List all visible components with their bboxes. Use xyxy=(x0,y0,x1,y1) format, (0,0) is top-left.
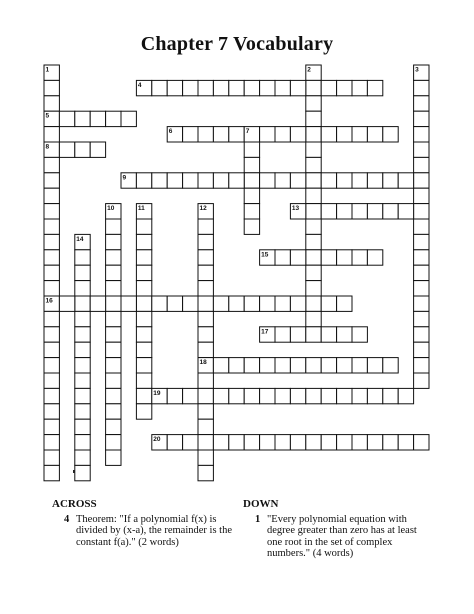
cell-number-label: 5 xyxy=(45,112,50,120)
crossword-cell[interactable] xyxy=(306,435,321,450)
crossword-cell[interactable] xyxy=(367,173,382,188)
crossword-cell[interactable] xyxy=(75,388,90,403)
crossword-cell[interactable] xyxy=(106,358,121,373)
crossword-cell[interactable] xyxy=(414,80,429,95)
crossword-cell[interactable] xyxy=(44,234,59,249)
crossword-cell[interactable] xyxy=(306,188,321,203)
crossword-cell[interactable] xyxy=(167,435,182,450)
crossword-cell[interactable] xyxy=(290,296,305,311)
crossword-cell[interactable] xyxy=(44,219,59,234)
crossword-cell[interactable] xyxy=(106,388,121,403)
crossword-cell[interactable] xyxy=(306,204,321,219)
crossword-cell[interactable] xyxy=(244,204,259,219)
crossword-cell[interactable] xyxy=(59,142,74,157)
crossword-cell[interactable] xyxy=(229,127,244,142)
crossword-cell[interactable] xyxy=(306,281,321,296)
crossword-cell[interactable] xyxy=(260,358,275,373)
crossword-cell[interactable] xyxy=(367,435,382,450)
crossword-cell[interactable] xyxy=(106,234,121,249)
crossword-cell[interactable] xyxy=(321,250,336,265)
crossword-cell[interactable] xyxy=(229,358,244,373)
crossword-cell[interactable] xyxy=(337,127,352,142)
crossword-cell[interactable] xyxy=(198,127,213,142)
crossword-cell[interactable] xyxy=(306,250,321,265)
crossword-cell[interactable] xyxy=(198,281,213,296)
crossword-cell[interactable] xyxy=(213,296,228,311)
crossword-cell[interactable] xyxy=(367,127,382,142)
crossword-cell[interactable] xyxy=(136,281,151,296)
crossword-cell[interactable] xyxy=(321,127,336,142)
crossword-cell[interactable] xyxy=(383,173,398,188)
crossword-cell[interactable] xyxy=(198,234,213,249)
across-clue-item xyxy=(52,514,237,549)
crossword-cell[interactable] xyxy=(75,250,90,265)
crossword-cell[interactable] xyxy=(352,250,367,265)
crossword-cell[interactable] xyxy=(75,373,90,388)
crossword-cell[interactable] xyxy=(337,296,352,311)
crossword-cell[interactable] xyxy=(352,173,367,188)
crossword-cell[interactable] xyxy=(198,80,213,95)
crossword-cell[interactable] xyxy=(414,250,429,265)
crossword-cell[interactable] xyxy=(383,204,398,219)
cell-number-label: 16 xyxy=(45,297,53,305)
crossword-cell[interactable] xyxy=(321,173,336,188)
crossword-cell[interactable] xyxy=(244,388,259,403)
crossword-cell[interactable] xyxy=(275,127,290,142)
crossword-cell[interactable] xyxy=(414,265,429,280)
crossword-cell[interactable] xyxy=(75,265,90,280)
crossword-cell[interactable] xyxy=(136,219,151,234)
down-clue-item xyxy=(243,514,428,560)
crossword-cell[interactable] xyxy=(306,219,321,234)
crossword-cell[interactable] xyxy=(106,419,121,434)
cell-number-label: 10 xyxy=(107,205,115,213)
crossword-cell[interactable] xyxy=(383,127,398,142)
crossword-cell[interactable] xyxy=(183,435,198,450)
crossword-cell[interactable] xyxy=(44,404,59,419)
crossword-cell[interactable] xyxy=(44,96,59,111)
crossword-cell[interactable] xyxy=(198,173,213,188)
crossword-cell[interactable] xyxy=(306,80,321,95)
crossword-cell[interactable] xyxy=(198,296,213,311)
crossword-cell[interactable] xyxy=(213,80,228,95)
crossword-cell[interactable] xyxy=(136,311,151,326)
crossword-cell[interactable] xyxy=(198,435,213,450)
crossword-cell[interactable] xyxy=(121,111,136,126)
crossword-cell[interactable] xyxy=(213,358,228,373)
cell-number-label: 3 xyxy=(415,66,419,74)
crossword-cell[interactable] xyxy=(290,127,305,142)
crossword-cell[interactable] xyxy=(136,265,151,280)
cell-number-label: 8 xyxy=(45,143,50,151)
crossword-cell[interactable] xyxy=(198,311,213,326)
crossword-cell[interactable] xyxy=(44,419,59,434)
crossword-cell[interactable] xyxy=(398,204,413,219)
crossword-cell[interactable] xyxy=(106,265,121,280)
crossword-cell[interactable] xyxy=(75,358,90,373)
crossword-cell[interactable] xyxy=(90,142,105,157)
crossword-cell[interactable] xyxy=(260,80,275,95)
crossword-cell[interactable] xyxy=(75,311,90,326)
crossword-cell[interactable] xyxy=(44,281,59,296)
crossword-cell[interactable] xyxy=(75,142,90,157)
crossword-cell[interactable] xyxy=(213,173,228,188)
crossword-cell[interactable] xyxy=(244,358,259,373)
crossword-cell[interactable] xyxy=(44,188,59,203)
across-heading: ACROSS xyxy=(52,498,97,510)
crossword-cell[interactable] xyxy=(337,327,352,342)
crossword-cell[interactable] xyxy=(198,342,213,357)
crossword-cell[interactable] xyxy=(44,450,59,465)
crossword-cell[interactable] xyxy=(275,250,290,265)
crossword-cell[interactable] xyxy=(183,127,198,142)
crossword-cell[interactable] xyxy=(136,173,151,188)
crossword-cell[interactable] xyxy=(136,296,151,311)
crossword-cell[interactable] xyxy=(44,435,59,450)
cell-number-label: 1 xyxy=(45,66,50,74)
crossword-cell[interactable] xyxy=(90,111,105,126)
crossword-cell[interactable] xyxy=(44,127,59,142)
crossword-cell[interactable] xyxy=(136,388,151,403)
crossword-cell[interactable] xyxy=(198,265,213,280)
crossword-cell[interactable] xyxy=(337,388,352,403)
crossword-cell[interactable] xyxy=(198,450,213,465)
crossword-cell[interactable] xyxy=(167,80,182,95)
crossword-cell[interactable] xyxy=(106,296,121,311)
crossword-cell[interactable] xyxy=(75,435,90,450)
crossword-cell[interactable] xyxy=(367,358,382,373)
crossword-cell[interactable] xyxy=(106,373,121,388)
crossword-cell[interactable] xyxy=(414,281,429,296)
crossword-cell[interactable] xyxy=(136,373,151,388)
crossword-cell[interactable] xyxy=(244,157,259,172)
cell-number-label: 15 xyxy=(261,251,269,259)
crossword-cell[interactable] xyxy=(136,250,151,265)
crossword-cell[interactable] xyxy=(44,342,59,357)
crossword-cell[interactable] xyxy=(321,204,336,219)
crossword-cell[interactable] xyxy=(321,435,336,450)
crossword-cell[interactable] xyxy=(244,188,259,203)
page-title: Chapter 7 Vocabulary xyxy=(140,33,334,55)
crossword-cell[interactable] xyxy=(352,204,367,219)
crossword-cell[interactable] xyxy=(367,204,382,219)
cell-number-label: 19 xyxy=(153,389,161,397)
crossword-cell[interactable] xyxy=(414,96,429,111)
crossword-cell[interactable] xyxy=(337,435,352,450)
crossword-cell[interactable] xyxy=(414,219,429,234)
crossword-cell[interactable] xyxy=(244,296,259,311)
crossword-cell[interactable] xyxy=(290,173,305,188)
crossword-cell[interactable] xyxy=(260,435,275,450)
crossword-cell[interactable] xyxy=(306,127,321,142)
cell-number-label: 7 xyxy=(245,128,250,136)
crossword-cell[interactable] xyxy=(75,419,90,434)
crossword-cell[interactable] xyxy=(275,327,290,342)
crossword-cell[interactable] xyxy=(44,358,59,373)
crossword-cell[interactable] xyxy=(414,342,429,357)
crossword-cell[interactable] xyxy=(136,327,151,342)
crossword-cell[interactable] xyxy=(75,281,90,296)
crossword-cell[interactable] xyxy=(414,157,429,172)
crossword-cell[interactable] xyxy=(167,173,182,188)
down-heading: DOWN xyxy=(243,498,279,510)
down-clues xyxy=(243,499,428,560)
crossword-cell[interactable] xyxy=(44,80,59,95)
crossword-cell[interactable] xyxy=(44,465,59,480)
crossword-cell[interactable] xyxy=(398,388,413,403)
crossword-cell[interactable] xyxy=(75,111,90,126)
crossword-cell[interactable] xyxy=(275,435,290,450)
crossword-cell[interactable] xyxy=(59,296,74,311)
crossword-cell[interactable] xyxy=(198,327,213,342)
crossword-cell[interactable] xyxy=(275,388,290,403)
crossword-cell[interactable] xyxy=(44,204,59,219)
crossword-cell[interactable] xyxy=(167,296,182,311)
crossword-cell[interactable] xyxy=(352,327,367,342)
crossword-cell[interactable] xyxy=(106,219,121,234)
crossword-cell[interactable] xyxy=(106,435,121,450)
crossword-cell[interactable] xyxy=(275,80,290,95)
crossword-cell[interactable] xyxy=(183,80,198,95)
crossword-cell[interactable] xyxy=(414,435,429,450)
cell-number-label: 20 xyxy=(153,436,161,444)
crossword-cell[interactable] xyxy=(306,234,321,249)
crossword-cell[interactable] xyxy=(352,127,367,142)
crossword-cell[interactable] xyxy=(75,404,90,419)
crossword-cell[interactable] xyxy=(44,327,59,342)
crossword-cell[interactable] xyxy=(106,311,121,326)
crossword-cell[interactable] xyxy=(152,80,167,95)
crossword-cell[interactable] xyxy=(244,219,259,234)
crossword-cell[interactable] xyxy=(44,157,59,172)
crossword-cell[interactable] xyxy=(414,373,429,388)
crossword-cell[interactable] xyxy=(244,173,259,188)
cell-number-label: 13 xyxy=(291,205,300,213)
crossword-cell[interactable] xyxy=(260,173,275,188)
crossword-cell[interactable] xyxy=(383,388,398,403)
crossword-cell[interactable] xyxy=(244,80,259,95)
crossword-cell[interactable] xyxy=(414,188,429,203)
crossword-cell[interactable] xyxy=(367,250,382,265)
crossword-cell[interactable] xyxy=(44,173,59,188)
crossword-cell[interactable] xyxy=(290,435,305,450)
crossword-cell[interactable] xyxy=(106,342,121,357)
crossword-cell[interactable] xyxy=(414,358,429,373)
crossword-cell[interactable] xyxy=(337,358,352,373)
crossword-cell[interactable] xyxy=(337,250,352,265)
crossword-cell[interactable] xyxy=(367,388,382,403)
crossword-cell[interactable] xyxy=(75,450,90,465)
crossword-cell[interactable] xyxy=(121,296,136,311)
crossword-cell[interactable] xyxy=(213,127,228,142)
crossword-cell[interactable] xyxy=(136,234,151,249)
crossword-cell[interactable] xyxy=(198,465,213,480)
crossword-cell[interactable] xyxy=(414,327,429,342)
crossword-cell[interactable] xyxy=(306,142,321,157)
crossword-cell[interactable] xyxy=(213,388,228,403)
cell-number-label: 6 xyxy=(168,128,173,136)
crossword-cell[interactable] xyxy=(306,388,321,403)
crossword-cell[interactable] xyxy=(260,388,275,403)
crossword-cell[interactable] xyxy=(183,296,198,311)
clue-text: Theorem: "If a polynomial f(x) is divided by (x-a), the remainder is the constant f(a)." (2 words) xyxy=(76,513,232,548)
cell-number-label: 9 xyxy=(122,174,127,182)
crossword-cell[interactable] xyxy=(352,358,367,373)
clue-text: "Every polynomial equation with degree greater than zero has at least one root in the set of complex numbers." (4 words) xyxy=(267,513,417,559)
crossword-cell[interactable] xyxy=(229,388,244,403)
clue-number: 4 xyxy=(64,513,70,525)
crossword-cell[interactable] xyxy=(152,173,167,188)
crossword-cell[interactable] xyxy=(414,311,429,326)
crossword-cell[interactable] xyxy=(229,296,244,311)
cell-number-label: 4 xyxy=(137,81,142,89)
crossword-cell[interactable] xyxy=(44,250,59,265)
crossword-cell[interactable] xyxy=(414,204,429,219)
crossword-cell[interactable] xyxy=(398,435,413,450)
crossword-cell[interactable] xyxy=(229,173,244,188)
crossword-cell[interactable] xyxy=(306,296,321,311)
crossword-cell[interactable] xyxy=(136,342,151,357)
crossword-cell[interactable] xyxy=(106,450,121,465)
cell-number-label: 11 xyxy=(137,205,145,213)
crossword-cell[interactable] xyxy=(183,173,198,188)
crossword-cell[interactable] xyxy=(183,388,198,403)
crossword-cell[interactable] xyxy=(352,80,367,95)
crossword-cell[interactable] xyxy=(306,96,321,111)
crossword-cell[interactable] xyxy=(414,234,429,249)
crossword-cell[interactable] xyxy=(152,296,167,311)
crossword-cell[interactable] xyxy=(136,404,151,419)
crossword-cell[interactable] xyxy=(198,404,213,419)
crossword-cell[interactable] xyxy=(352,388,367,403)
crossword-cell[interactable] xyxy=(321,296,336,311)
crossword-cell[interactable] xyxy=(106,327,121,342)
crossword-cell[interactable] xyxy=(167,388,182,403)
crossword-cell[interactable] xyxy=(75,296,90,311)
crossword-cell[interactable] xyxy=(106,111,121,126)
crossword-cell[interactable] xyxy=(290,80,305,95)
crossword-cell[interactable] xyxy=(290,388,305,403)
crossword-cell[interactable] xyxy=(198,373,213,388)
crossword-cell[interactable] xyxy=(414,127,429,142)
crossword-cell[interactable] xyxy=(321,80,336,95)
crossword-cell[interactable] xyxy=(321,358,336,373)
crossword-cell[interactable] xyxy=(337,204,352,219)
crossword-cell[interactable] xyxy=(337,173,352,188)
crossword-cell[interactable] xyxy=(44,373,59,388)
crossword-cell[interactable] xyxy=(321,388,336,403)
crossword-cell[interactable] xyxy=(198,250,213,265)
crossword-cell[interactable] xyxy=(414,173,429,188)
crossword-cell[interactable] xyxy=(44,311,59,326)
crossword-cell[interactable] xyxy=(383,435,398,450)
across-clues xyxy=(52,499,237,548)
crossword-cell[interactable] xyxy=(275,173,290,188)
crossword-cell[interactable] xyxy=(75,342,90,357)
crossword-cell[interactable] xyxy=(414,296,429,311)
crossword-cell[interactable] xyxy=(290,358,305,373)
crossword-cell[interactable] xyxy=(414,142,429,157)
crossword-cell[interactable] xyxy=(106,404,121,419)
crossword-cell[interactable] xyxy=(75,327,90,342)
cell-number-label: 18 xyxy=(199,359,207,367)
crossword-cell[interactable] xyxy=(75,465,90,480)
crossword-cell[interactable] xyxy=(244,435,259,450)
crossword-cell[interactable] xyxy=(306,111,321,126)
crossword-cell[interactable] xyxy=(229,80,244,95)
crossword-cell[interactable] xyxy=(306,358,321,373)
crossword-cell[interactable] xyxy=(44,265,59,280)
crossword-cell[interactable] xyxy=(198,219,213,234)
crossword-cell[interactable] xyxy=(44,388,59,403)
crossword-cell[interactable] xyxy=(383,358,398,373)
crossword-cell[interactable] xyxy=(90,296,105,311)
crossword-cell[interactable] xyxy=(198,419,213,434)
crossword-cell[interactable] xyxy=(321,327,336,342)
crossword-cell[interactable] xyxy=(398,173,413,188)
crossword-cell[interactable] xyxy=(213,435,228,450)
crossword-cell[interactable] xyxy=(290,327,305,342)
crossword-cell[interactable] xyxy=(106,281,121,296)
crossword-cell[interactable] xyxy=(229,435,244,450)
crossword-cell[interactable] xyxy=(352,435,367,450)
cell-number-label: 2 xyxy=(307,66,311,74)
crossword-cell[interactable] xyxy=(275,358,290,373)
crossword-cell[interactable] xyxy=(198,388,213,403)
crossword-cell[interactable] xyxy=(244,142,259,157)
crossword-cell[interactable] xyxy=(306,173,321,188)
crossword-cell[interactable] xyxy=(275,296,290,311)
crossword-cell[interactable] xyxy=(337,80,352,95)
crossword-cell[interactable] xyxy=(136,358,151,373)
crossword-cell[interactable] xyxy=(306,265,321,280)
scan-speck xyxy=(73,470,75,473)
crossword-cell[interactable] xyxy=(260,296,275,311)
crossword-cell[interactable] xyxy=(306,157,321,172)
crossword-cell[interactable] xyxy=(306,327,321,342)
crossword-cell[interactable] xyxy=(290,250,305,265)
crossword-cell[interactable] xyxy=(414,111,429,126)
crossword-cell[interactable] xyxy=(306,311,321,326)
cell-number-label: 14 xyxy=(76,235,84,243)
clue-number: 1 xyxy=(255,513,261,525)
cell-number-label: 12 xyxy=(199,205,207,213)
crossword-cell[interactable] xyxy=(106,250,121,265)
crossword-cell[interactable] xyxy=(367,80,382,95)
crossword-cell[interactable] xyxy=(59,111,74,126)
crossword-cell[interactable] xyxy=(260,127,275,142)
cell-number-label: 17 xyxy=(261,328,269,336)
